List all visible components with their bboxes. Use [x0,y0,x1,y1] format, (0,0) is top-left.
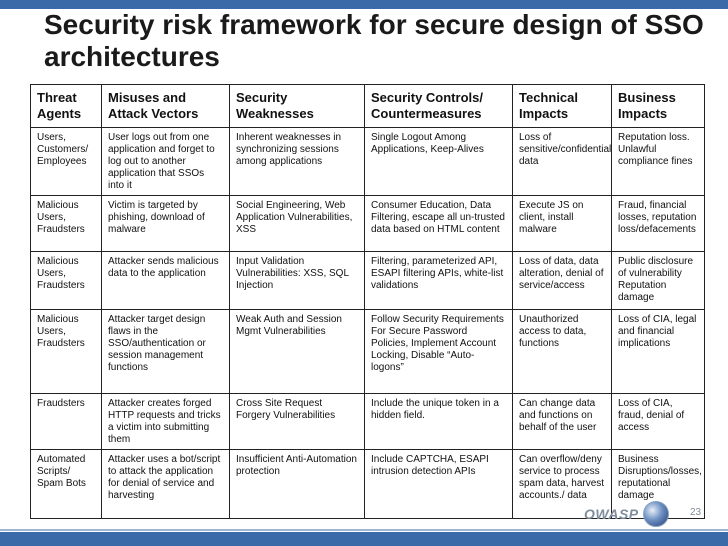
cell-attack-vector: Victim is targeted by phishing, download of malware [102,196,230,252]
cell-business-impact: Loss of CIA, fraud, denial of access [612,394,705,450]
cell-attack-vector: Attacker target design flaws in the SSO/authentication or session management functions [102,310,230,394]
cell-attack-vector: Attacker uses a bot/script to attack the application for denial of service and harvesting [102,450,230,519]
header-security-controls: Security Controls/ Countermeasures [365,85,513,128]
bottom-divider [0,529,728,531]
cell-countermeasure: Single Logout Among Applications, Keep-Alives [365,128,513,196]
cell-business-impact: Reputation loss. Unlawful compliance fines [612,128,705,196]
table-row [31,128,705,196]
cell-weakness: Insufficient Anti-Automation protection [230,450,365,519]
cell-business-impact: Business Disruptions/losses, reputational damage [612,450,705,519]
slide-number: 23 [690,507,702,518]
cell-weakness: Cross Site Request Forgery Vulnerabilities [230,394,365,450]
cell-threat-agent: Users, Customers/ Employees [31,128,102,196]
cell-weakness: Input Validation Vulnerabilities: XSS, SQL Injection [230,252,365,310]
header-threat-agents: Threat Agents [31,85,102,128]
cell-technical-impact: Unauthorized access to data, functions [513,310,612,394]
header-row [31,85,705,128]
owasp-logo [584,503,669,525]
slide-title: Security risk framework for secure design of SSO architectures [44,9,704,72]
owasp-logo-text: OWASP [584,506,639,522]
bottom-accent-bar [0,532,728,546]
header-security-weaknesses: Security Weaknesses [230,85,365,128]
cell-technical-impact: Can change data and functions on behalf of the user [513,394,612,450]
table-row [31,252,705,310]
cell-technical-impact: Can overflow/deny service to process spam data, harvest accounts./ data [513,450,612,519]
cell-attack-vector: Attacker sends malicious data to the application [102,252,230,310]
header-misuses-attack-vectors: Misuses and Attack Vectors [102,85,230,128]
cell-weakness: Social Engineering, Web Application Vulnerabilities, XSS [230,196,365,252]
cell-threat-agent: Automated Scripts/ Spam Bots [31,450,102,519]
cell-threat-agent: Fraudsters [31,394,102,450]
cell-countermeasure: Include CAPTCHA, ESAPI intrusion detection APIs [365,450,513,519]
globe-icon [643,501,669,527]
cell-countermeasure: Follow Security Requirements For Secure Password Policies, Implement Account Locking, Disable “Auto-logons” [365,310,513,394]
cell-technical-impact: Execute JS on client, install malware [513,196,612,252]
cell-threat-agent: Malicious Users, Fraudsters [31,310,102,394]
cell-weakness: Inherent weaknesses in synchronizing sessions among applications [230,128,365,196]
table-row [31,310,705,394]
cell-countermeasure: Include the unique token in a hidden field. [365,394,513,450]
cell-technical-impact: Loss of data, data alteration, denial of service/access [513,252,612,310]
risk-framework-table [30,84,705,519]
cell-threat-agent: Malicious Users, Fraudsters [31,252,102,310]
table-row [31,196,705,252]
cell-attack-vector: Attacker creates forged HTTP requests and tricks a victim into submitting them [102,394,230,450]
cell-attack-vector: User logs out from one application and forget to log out to another application that SSOs into it [102,128,230,196]
top-accent-bar [0,0,728,9]
cell-business-impact: Loss of CIA, legal and financial implications [612,310,705,394]
cell-business-impact: Fraud, financial losses, reputation loss/defacements [612,196,705,252]
cell-threat-agent: Malicious Users, Fraudsters [31,196,102,252]
table-row [31,394,705,450]
cell-countermeasure: Filtering, parameterized API, ESAPI filtering APIs, white-list validations [365,252,513,310]
cell-countermeasure: Consumer Education, Data Filtering, escape all un-trusted data based on HTML content [365,196,513,252]
cell-weakness: Weak Auth and Session Mgmt Vulnerabilities [230,310,365,394]
header-technical-impacts: Technical Impacts [513,85,612,128]
cell-technical-impact: Loss of sensitive/confidential data [513,128,612,196]
cell-business-impact: Public disclosure of vulnerability Reputation damage [612,252,705,310]
header-business-impacts: Business Impacts [612,85,705,128]
